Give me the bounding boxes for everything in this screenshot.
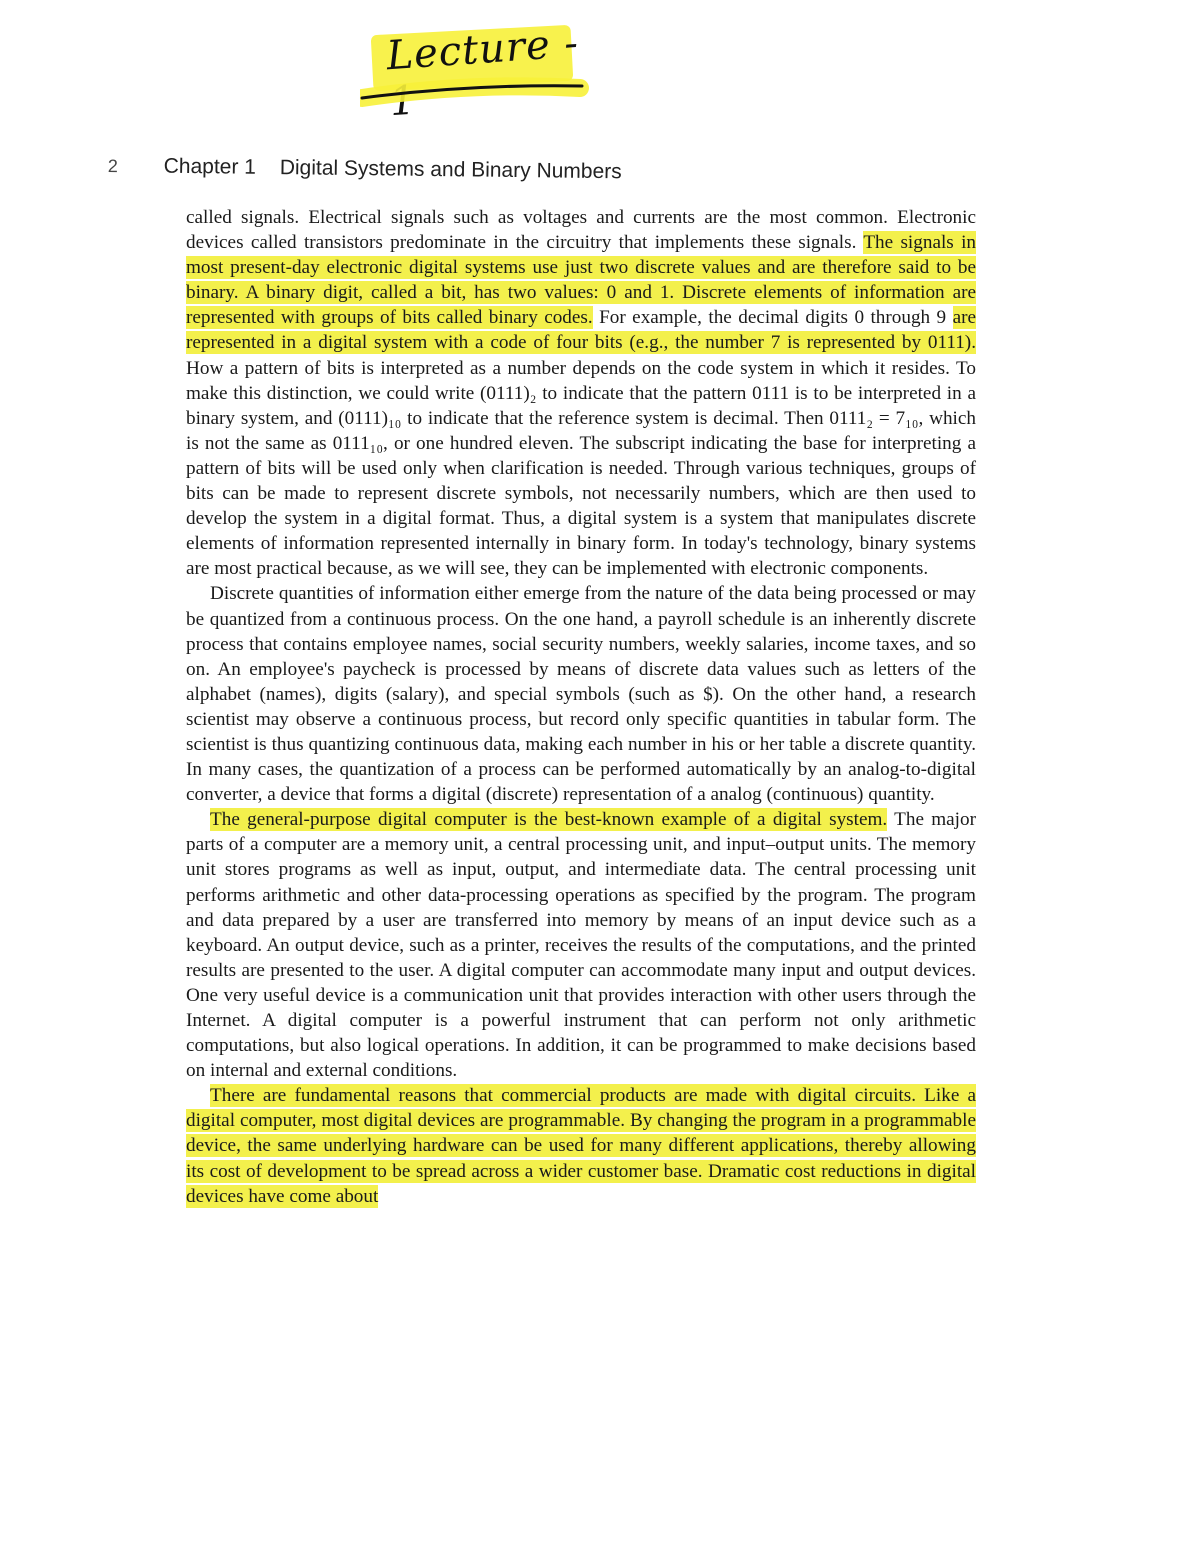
page-number: 2 (107, 155, 118, 177)
highlighted-text: The signals in most present-day electronic digital systems use just two discrete values and are therefore said to be binary. A binary digit, called a bit, has two values: 0 and 1. Discrete elements of information are represented with groups of bits called binary codes. (186, 232, 976, 329)
highlighted-text: There are fundamental reasons that commercial products are made with digital circuits. Like a digital computer, most digital devices are programmable. By changing the program in a programmable device, the same underlying hardware can be used for many different applications, thereby allowing its cost of development to be spread across a wider customer base. Dramatic cost reductions in digital devices have come about (186, 1085, 976, 1207)
annotation-underline (360, 72, 600, 122)
paragraph-3 (186, 807, 976, 1083)
text-segment: called signals. Electrical signals such as voltages and currents are the most common. Electronic devices called transistors predominate in the circuitry that implements these signals. (186, 207, 976, 254)
text-segment: For example, the decimal digits 0 through 9 (592, 307, 953, 329)
highlighted-text: are represented in a digital system with a code of four bits (e.g., the number 7 is represented by 0111). (186, 307, 976, 354)
paragraph-4 (186, 1083, 976, 1208)
handwritten-annotation (360, 18, 600, 126)
text-segment: How a pattern of bits is interpreted as a number depends on the code system in which it resides. To make this distinction, we could write (0111)₂ to indicate that the pattern 0111 is to be interpreted in a binary system, and (0111)₁₀ to indicate that the reference system is decimal. Then 0111₂ = 7₁₀, which is not the same as 0111₁₀, or one hundred eleven. The subscript indicating the base for interpreting a pattern of bits will be used only when clarification is needed. Through various techniques, groups of bits can be made to represent discrete symbols, not necessarily numbers, which are then used to develop the system in a digital format. Thus, a digital system is a system that manipulates discrete elements of information represented internally in binary form. In today's technology, binary systems are most practical because, as we will see, they can be implemented with electronic components. (186, 357, 976, 580)
paragraph-2 (186, 581, 976, 807)
chapter-label: Chapter 1 (163, 154, 257, 179)
running-header (108, 154, 808, 187)
text-segment: Discrete quantities of information either emerge from the nature of the data being processed or may be quantized from a continuous process. On the one hand, a payroll schedule is an inherently discrete process that contains employee names, social security numbers, weekly salaries, income taxes, and so on. An employee's paycheck is processed by means of discrete data values such as letters of the alphabet (names), digits (salary), and special symbols (such as $). On the other hand, a research scientist may observe a continuous process, but record only specific quantities in tabular form. The scientist is thus quantizing continuous data, making each number in his or her table a discrete quantity. In many cases, the quantization of a process can be performed automatically by an analog-to-digital converter, a device that forms a digital (discrete) representation of a analog (continuous) quantity. (186, 583, 976, 806)
highlighted-text: The general-purpose digital computer is the best-known example of a digital system. (210, 809, 888, 831)
paragraph-1 (186, 205, 976, 581)
annotation-text: Lecture - 1 (385, 20, 581, 126)
body-text (186, 205, 976, 1209)
chapter-title: Digital Systems and Binary Numbers (279, 156, 622, 184)
text-segment: The major parts of a computer are a memory unit, a central processing unit, and input–output units. The memory unit stores programs as well as input, output, and intermediate data. The central processing unit performs arithmetic and other data-processing operations as specified by the program. The program and data prepared by a user are transferred into memory by means of an input device such as a keyboard. An output device, such as a printer, receives the results of the computations, and the printed results are presented to the user. A digital computer can accommodate many input and output devices. One very useful device is a communication unit that provides interaction with other users through the Internet. A digital computer is a powerful instrument that can perform not only arithmetic computations, but also logical operations. In addition, it can be programmed to make decisions based on internal and external conditions. (186, 809, 976, 1082)
